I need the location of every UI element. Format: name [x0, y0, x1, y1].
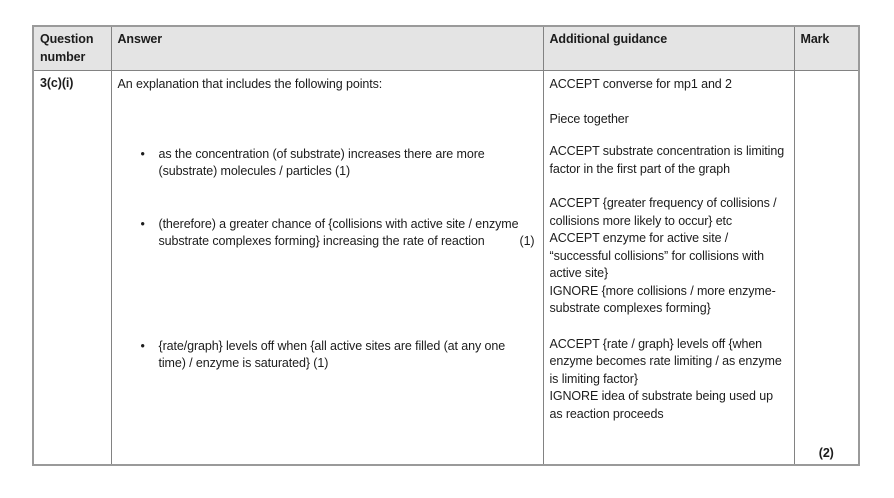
- answer-bullet-1-text: as the concentration (of substrate) increases there are more (substrate) molecules / particles (1): [158, 146, 485, 178]
- answer-cell: [111, 71, 543, 466]
- answer-bullet-2: [118, 216, 537, 251]
- answer-bullet-2-text: (therefore) a greater chance of {collisions with active site / enzyme substrate complexes forming} increasing the rate of reaction: [158, 216, 519, 248]
- answer-bullet-2-mark: (1): [519, 234, 535, 248]
- answer-bullet-3-text: {rate/graph} levels off when {all active sites are filled (at any one time) / enzyme is saturated} (1): [158, 338, 506, 370]
- bullet-icon: •: [140, 146, 145, 161]
- guidance-group-2: [550, 111, 788, 129]
- question-number-cell: [33, 71, 111, 466]
- guidance-text: ACCEPT substrate concentration is limiting factor in the first part of the graph: [549, 144, 785, 176]
- bullet-icon: •: [140, 216, 145, 231]
- header-answer: Answer: [111, 26, 543, 71]
- answer-bullet-3: [118, 338, 537, 373]
- question-number: 3(c)(i): [40, 76, 74, 90]
- guidance-text: ACCEPT enzyme for active site / “successful collisions” for collisions with active site}: [549, 231, 765, 280]
- guidance-group-3: [550, 143, 788, 178]
- guidance-text: IGNORE idea of substrate being used up as reaction proceeds: [549, 389, 773, 421]
- mark-cell: [794, 71, 859, 466]
- guidance-text: ACCEPT {greater frequency of collisions / collisions more likely to occur} etc: [549, 196, 777, 228]
- mark-value: (2): [818, 445, 834, 460]
- guidance-group-4: [550, 195, 788, 318]
- answer-bullet-list: [118, 146, 537, 373]
- header-row: [33, 26, 859, 71]
- header-question-number: Question number: [33, 26, 111, 71]
- answer-bullet-1: [118, 146, 537, 181]
- guidance-text: ACCEPT converse for mp1 and 2: [549, 77, 732, 91]
- bullet-icon: •: [140, 338, 145, 353]
- table-row: [33, 71, 859, 466]
- additional-guidance-cell: [543, 71, 794, 466]
- answer-intro: An explanation that includes the following points:: [117, 77, 383, 91]
- guidance-text: ACCEPT {rate / graph} levels off {when enzyme becomes rate limiting / as enzyme is limiting factor}: [549, 336, 782, 386]
- mark-scheme-table: [32, 25, 860, 466]
- header-additional-guidance: Additional guidance: [543, 26, 794, 71]
- guidance-group-5: [550, 336, 788, 424]
- header-mark: Mark: [794, 26, 859, 71]
- guidance-text: Piece together: [549, 111, 629, 126]
- guidance-text: IGNORE {more collisions / more enzyme-substrate complexes forming}: [549, 283, 776, 315]
- guidance-group-1: [550, 76, 788, 94]
